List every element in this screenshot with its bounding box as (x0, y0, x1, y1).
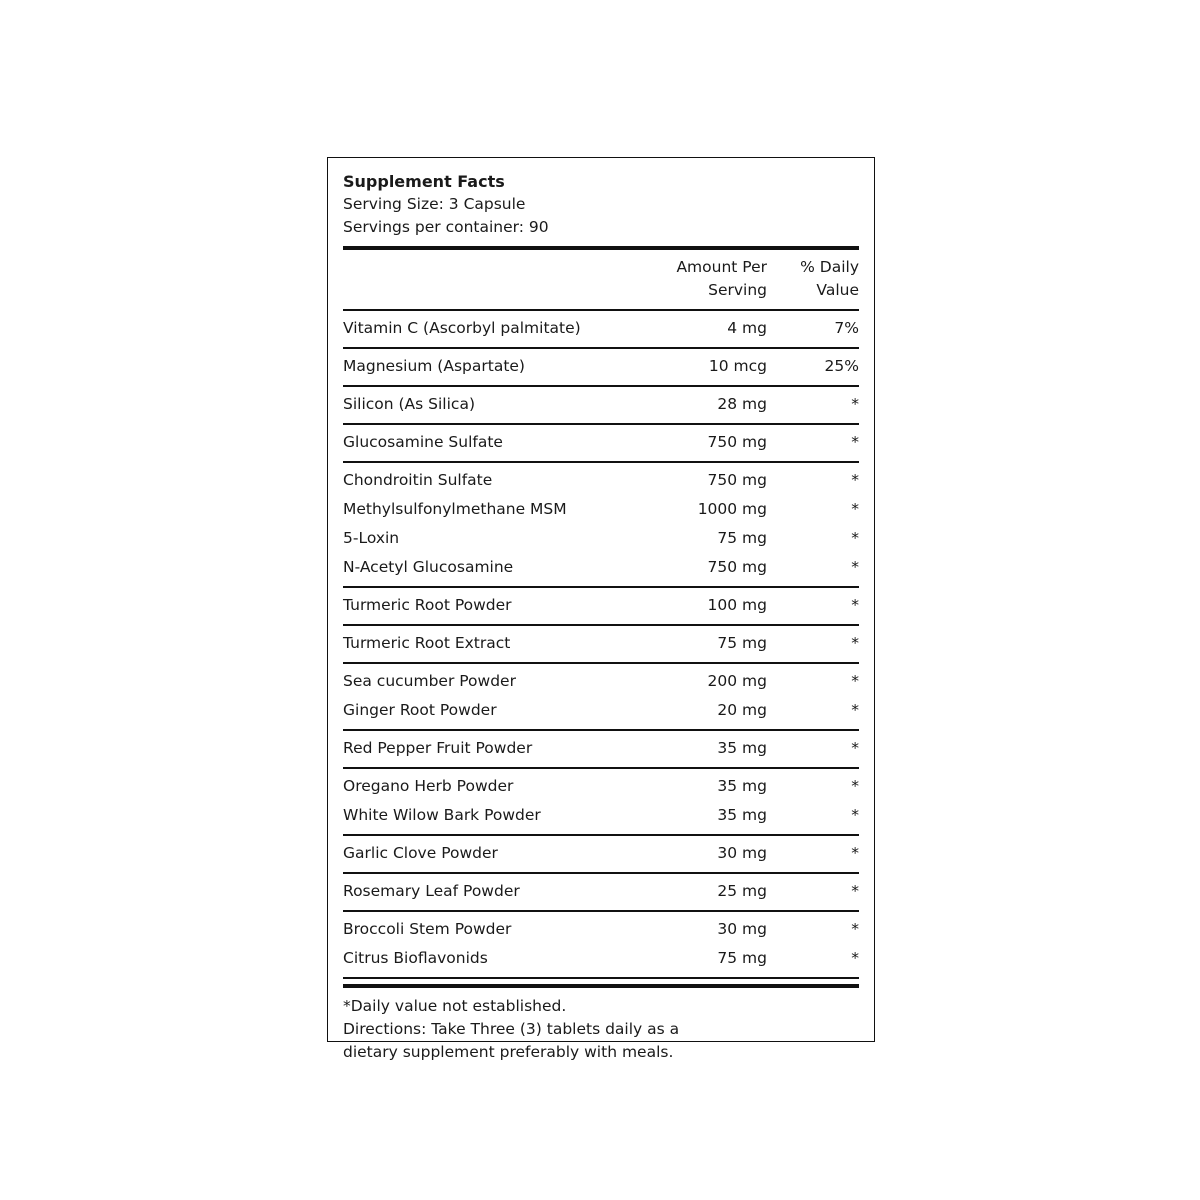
nutrient-amount: 28 mg (717, 395, 767, 413)
nutrient-name: Sea cucumber Powder (343, 672, 516, 690)
nutrient-name: Garlic Clove Powder (343, 844, 498, 862)
nutrient-name: Chondroitin Sulfate (343, 471, 493, 489)
nutrient-amount: 100 mg (707, 596, 767, 614)
nutrient-group (343, 588, 859, 624)
table-row (343, 839, 859, 868)
table-row (343, 428, 859, 457)
nutrient-group (343, 387, 859, 423)
table-row (343, 524, 859, 553)
table-row (343, 314, 859, 343)
nutrient-group (343, 425, 859, 461)
table-row (343, 772, 859, 801)
nutrient-amount: 35 mg (717, 806, 767, 824)
table-row (343, 629, 859, 658)
nutrient-amount: 10 mcg (708, 357, 767, 375)
table-row (343, 877, 859, 906)
nutrient-daily-value: * (851, 471, 859, 489)
dv-header-line2: Value (816, 281, 859, 299)
nutrient-amount: 20 mg (717, 701, 767, 719)
nutrient-amount: 75 mg (717, 634, 767, 652)
nutrient-amount: 35 mg (717, 777, 767, 795)
nutrient-daily-value: * (851, 596, 859, 614)
directions-line1: Directions: Take Three (3) tablets daily as a (343, 1020, 680, 1038)
nutrient-amount: 75 mg (717, 949, 767, 967)
supplement-facts-label (327, 157, 875, 1061)
table-row (343, 553, 859, 582)
table-row (343, 352, 859, 381)
nutrient-amount: 750 mg (707, 471, 767, 489)
nutrient-name: Red Pepper Fruit Powder (343, 739, 533, 757)
nutrient-daily-value: * (851, 844, 859, 862)
nutrient-name: Ginger Root Powder (343, 701, 497, 719)
nutrient-daily-value: * (851, 558, 859, 576)
nutrient-name: Silicon (As Silica) (343, 395, 475, 413)
nutrient-name: N-Acetyl Glucosamine (343, 558, 514, 576)
nutrient-group (343, 731, 859, 767)
nutrient-name: Glucosamine Sulfate (343, 433, 503, 451)
table-row (343, 495, 859, 524)
nutrient-group (343, 836, 859, 872)
nutrient-amount: 200 mg (707, 672, 767, 690)
nutrient-daily-value: * (851, 806, 859, 824)
table-row (343, 390, 859, 419)
nutrient-amount: 750 mg (707, 558, 767, 576)
nutrient-name: 5-Loxin (343, 529, 400, 547)
nutrient-amount: 25 mg (717, 882, 767, 900)
nutrient-group (343, 769, 859, 834)
nutrient-name: Rosemary Leaf Powder (343, 882, 520, 900)
column-header (343, 250, 859, 309)
table-row (343, 734, 859, 763)
table-row (343, 667, 859, 696)
nutrient-name: Oregano Herb Powder (343, 777, 514, 795)
nutrient-group (343, 311, 859, 347)
serving-size: Serving Size: 3 Capsule (343, 195, 526, 213)
nutrient-daily-value: * (851, 529, 859, 547)
dv-header-line1: % Daily (800, 258, 859, 276)
nutrient-amount: 30 mg (717, 920, 767, 938)
nutrient-groups (343, 311, 859, 979)
nutrient-daily-value: * (851, 395, 859, 413)
nutrient-name: Turmeric Root Powder (343, 596, 512, 614)
table-row (343, 915, 859, 944)
label-content (343, 158, 859, 1064)
footer (343, 988, 859, 1064)
nutrient-name: White Wilow Bark Powder (343, 806, 541, 824)
divider (343, 977, 859, 979)
nutrient-amount: 1000 mg (697, 500, 767, 518)
nutrient-name: Vitamin C (Ascorbyl palmitate) (343, 319, 581, 337)
amount-header-line2: Serving (708, 281, 767, 299)
nutrient-amount: 75 mg (717, 529, 767, 547)
nutrient-daily-value: 7% (834, 319, 859, 337)
nutrient-daily-value: 25% (824, 357, 859, 375)
dv-header (767, 256, 859, 302)
nutrient-name: Broccoli Stem Powder (343, 920, 512, 938)
nutrient-group (343, 874, 859, 910)
nutrient-group (343, 349, 859, 385)
nutrient-daily-value: * (851, 777, 859, 795)
table-row (343, 944, 859, 973)
nutrient-group (343, 626, 859, 662)
nutrient-daily-value: * (851, 949, 859, 967)
nutrient-daily-value: * (851, 920, 859, 938)
nutrient-daily-value: * (851, 433, 859, 451)
nutrient-group (343, 912, 859, 977)
nutrient-amount: 4 mg (727, 319, 767, 337)
nutrient-amount: 35 mg (717, 739, 767, 757)
nutrient-daily-value: * (851, 739, 859, 757)
nutrient-daily-value: * (851, 701, 859, 719)
label-title: Supplement Facts (343, 172, 505, 191)
nutrient-daily-value: * (851, 882, 859, 900)
amount-header (587, 256, 767, 302)
nutrient-group (343, 664, 859, 729)
nutrient-name: Citrus Bioflavonids (343, 949, 488, 967)
daily-value-note: *Daily value not established. (343, 997, 567, 1015)
nutrient-group (343, 463, 859, 586)
table-row (343, 801, 859, 830)
table-row (343, 696, 859, 725)
nutrient-daily-value: * (851, 500, 859, 518)
nutrient-name: Methylsulfonylmethane MSM (343, 500, 567, 518)
nutrient-daily-value: * (851, 634, 859, 652)
nutrient-name: Turmeric Root Extract (343, 634, 511, 652)
servings-per-container: Servings per container: 90 (343, 218, 549, 236)
table-row (343, 466, 859, 495)
nutrient-amount: 30 mg (717, 844, 767, 862)
nutrient-name: Magnesium (Aspartate) (343, 357, 525, 375)
amount-header-line1: Amount Per (676, 258, 767, 276)
nutrient-daily-value: * (851, 672, 859, 690)
nutrient-amount: 750 mg (707, 433, 767, 451)
directions-line2: dietary supplement preferably with meals. (343, 1043, 674, 1061)
table-row (343, 591, 859, 620)
